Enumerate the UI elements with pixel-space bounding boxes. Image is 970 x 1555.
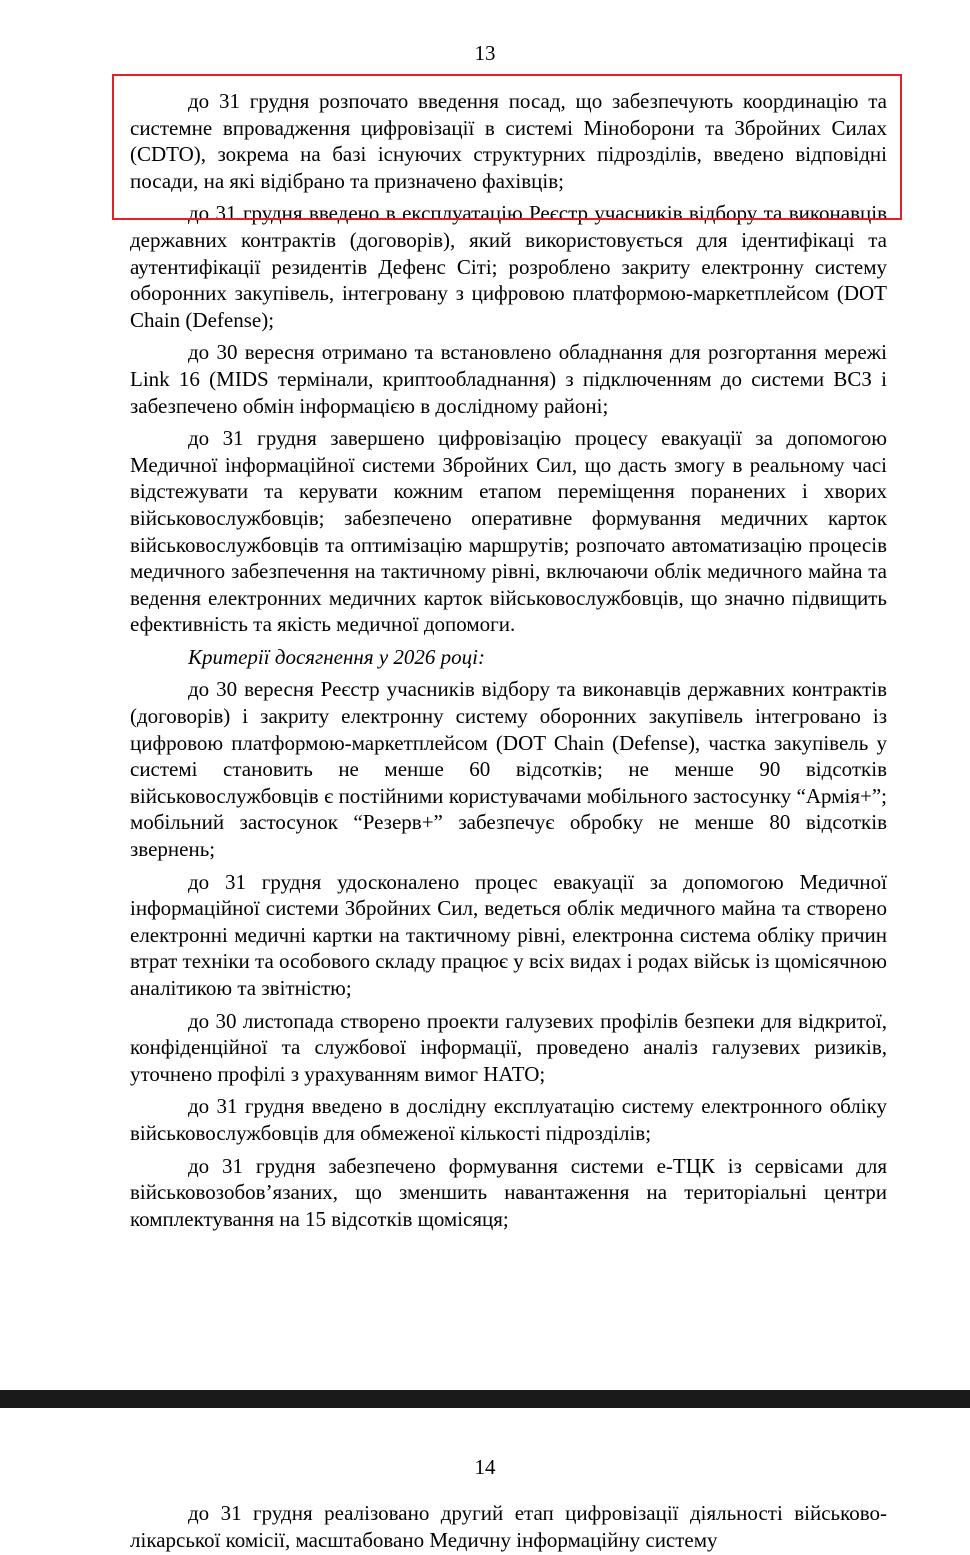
criteria-paragraph-e-tck: до 31 грудня забезпечено формування системи е-ТЦК із сервісами для військовозобов’язаних, що зменшить навантаження на територіальні центри комплектування на 15 відсотків щомісяця; xyxy=(130,1153,887,1231)
document-page-14 xyxy=(0,1408,970,1555)
paragraph-medical-evacuation: до 31 грудня завершено цифровізацію процесу евакуації за допомогою Медичної інформаційної системи Збройних Сил, що дасть змогу в реальному часі відстежувати та керувати кожним етапом переміщення поранених і хворих військовослужбовців; забезпечено оперативне формування медичних карток військовослужбовців та оптимізацію маршрутів; розпочато автоматизацію процесів медичного забезпечення на тактичному рівні, включаючи облік медичного майна та ведення електронних медичних карток військовослужбовців, що значно підвищить ефективність та якість медичної допомоги. xyxy=(130,426,887,637)
paragraph-cdto: до 31 грудня розпочато введення посад, що забезпечують координацію та системне впровадження цифровізації в системі Міноборони та Збройних Силах (CDTO), зокрема на базі існуючих структурних підрозділів, введено відповідні посади, на які відібрано та призначено фахівців; xyxy=(130,89,887,193)
criteria-heading: Критерії досягнення у 2026 році: xyxy=(188,644,485,669)
paragraph-registry: до 31 грудня введено в експлуатацію Реєстр учасників відбору та виконавців державних контрактів (договорів), який використовується для ідентифікаці та аутентифікації резидентів Дефенс Сіті; розроблено закриту електронну систему оборонних закупівель, інтегровану з цифровою платформою-маркетплейсом (DOT Chain (Defense); xyxy=(130,201,887,332)
criteria-paragraph-registry: до 30 вересня Реєстр учасників відбору та виконавців державних контрактів (договорів) і закриту електронну систему оборонних закупівель інтегровано із цифровою платформою-маркетплейсом (DOT Chain (Defense), частка закупівель у системі становить не менше 60 відсотків; не менше 90 відсотків військовослужбовців є постійними користувачами мобільного застосунку “Армія+”; мобільний застосунок “Резерв+” забезпечує обробку не менше 80 відсотків звернень; xyxy=(130,677,887,862)
paragraph-military-medical-commission: до 31 грудня реалізовано другий етап цифровізації діяльності військово-лікарської комісії, масштабовано Медичну інформаційну систему xyxy=(130,1501,887,1552)
page-number: 13 xyxy=(474,41,496,65)
paragraph-link16: до 30 вересня отримано та встановлено обладнання для розгортання мережі Link 16 (MIDS термінали, криптообладнання) з підключенням до системи ВСЗ і забезпечено обмін інформацією в дослідному районі; xyxy=(130,340,887,418)
criteria-paragraph-personnel-accounting: до 31 грудня введено в дослідну експлуатацію систему електронного обліку військовослужбовців для обмеженої кількості підрозділів; xyxy=(130,1094,887,1145)
page-body xyxy=(130,1500,887,1555)
criteria-paragraph-security-profiles: до 30 листопада створено проекти галузевих профілів безпеки для відкритої, конфіденційної та службової інформації, проведено аналіз галузевих ризиків, уточнено профілі з урахуванням вимог НАТО; xyxy=(130,1008,887,1086)
page-number: 14 xyxy=(474,1455,496,1479)
page-separator xyxy=(0,1390,970,1408)
page-body xyxy=(130,88,887,1238)
criteria-paragraph-medical: до 31 грудня удосконалено процес евакуації за допомогою Медичної інформаційної системи Збройних Сил, ведеться облік медичного майна та створено електронні медичні картки на тактичному рівні, електронна система обліку причин втрат техніки та особового складу працює у всіх видах і родах військ із щомісячною аналітикою та звітністю; xyxy=(130,869,887,1000)
